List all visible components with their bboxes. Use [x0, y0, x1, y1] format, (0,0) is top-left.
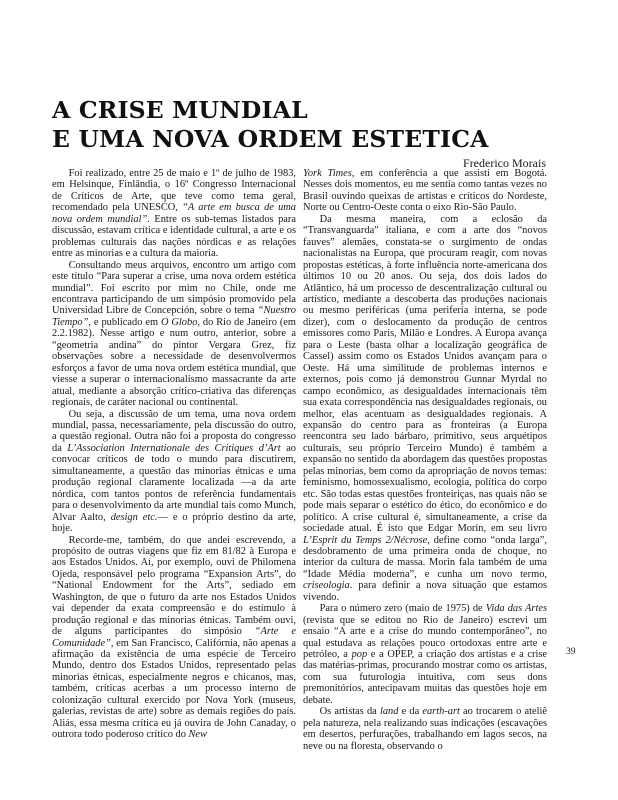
- paragraph: Os artistas da land e da earth-art ao trocarem o ateliê pela natureza, nela realizando suas indicações (escavações em desertos, perfurações, trabalhando em lagos secos, na neve ou na floresta, observando o: [303, 706, 547, 752]
- paragraph: Foi realizado, entre 25 de maio e 1º de julho de 1983, em Helsinque, Finlândia, o 16º Congresso Internacional de Críticos de Arte, que teve como tema geral, recomendado pela UNESCO, “A arte em busca de uma nova ordem mundial”. Entre os sub-temas listados para discussão, estavam crítica e identidade cultural, a arte e os problemas culturais das nações nórdicas e as relações entre as minorias e a cultura da maioria.: [52, 168, 296, 260]
- left-column: [52, 168, 296, 741]
- paragraph: Da mesma maneira, com a eclosão da “Transvanguarda” italiana, e com a arte dos “novos fauves” alemães, constata-se o surgimento de ondas nacionalistas na Europa, que procuram reagir, com novas propostas estéticas, à forte influência norte-americana dos últimos 10 ou 20 anos. Ou seja, dos dois lados do Atlântico, há um processo de descentralização cultural ou artístico, mediante a descoberta das produções nacionais ou mesmo periféricas (uma periferia interna, se pode dizer), com o deslocamento da produção de centros emissores como Paris, Milão e Londres. A Europa avança para o Leste (basta olhar a localização geográfica de Cassel) assim como os Estados Unidos avançam para o Oeste. Há uma similitude de problemas internos e externos, pois como já demonstrou Gunnar Myrdal no campo econômico, as desigualdades internacionais têm sua exata correspondência nas desigualdades regionais, ou melhor, elas acentuam as desigualdades regionais. A expansão do centro para as fronteiras (a Europa reencontra seu lado bárbaro, primitivo, seus arquétipos culturais, seu próprio Terceiro Mundo) é também a expansão no sentido da abordagem das questões propostas pelas minorias, bem como da apropriação de novos temas: feminismo, homossexualismo, ecologia, política do corpo etc. São todas estas questões fronteiriças, nas quais não se pode mais separar o estético do ético, do econômico e do político. A crise cultural é, simultaneamente, a crise da sociedade atual. É isto que Edgar Morin, em seu livro L’Esprit du Temps 2/Nécrose, define como “onda larga”, desdobramento de uma primeira onda de choque, no interior da cultura de massa. Morin fala também de uma “Idade Média moderna”, e cunha um novo termo, criseologia. para definir a nova situação que estamos vivendo.: [303, 213, 547, 603]
- article-title: [52, 96, 552, 154]
- page-number: 39: [566, 647, 576, 657]
- right-column: [303, 168, 547, 752]
- paragraph: York Times, em conferência a que assisti em Bogotá. Nesses dois momentos, eu me sentia como tantas vezes no Brasil ouvindo queixas de artistas e críticos do Nordeste, Norte ou Centro-Oeste conta o eixo Rio-São Paulo.: [303, 168, 547, 214]
- author-name: Frederico Morais: [463, 156, 546, 170]
- article-title-line-1: A CRISE MUNDIAL: [52, 96, 308, 124]
- paragraph: Ou seja, a discussão de um tema, uma nova ordem mundial, passa, necessariamente, pela discussão do outro, a questão regional. Outra não foi a proposta do congresso da L’Association Internationale des Critiques d’Art ao convocar críticos de todo o mundo para discutirem, simultaneamente, a questão das minorias étnicas e uma produção regional claramente localizada —a da arte nórdica, com tantos pontos de referência fundamentais para o desenvolvimento da arte mundial tais como Munch, Alvar Aalto, design etc.— e o próprio destino da arte, hoje.: [52, 408, 296, 535]
- paragraph: Consultando meus arquivos, encontro um artigo com este título “Para superar a crise, uma nova ordem estética mundial”. Foi escrito por mim no Chile, onde me encontrava participando de um simpósio promovido pela Universidad Libre de Concepción, sobre o tema “Nuestro Tiempo”, e publicado em O Globo, do Rio de Janeiro (em 2.2.1982). Nesse artigo e num outro, anterior, sobre a “geometria andina” do pintor Vergara Grez, fiz observações sobre a necessidade de desenvolvermos esforços a favor de uma nova ordem estética mundial, que viesse a superar o internacionalismo massacrante da arte atual, mediante a absorção crítico-criativa das diferenças regionais, de caráter nacional ou continental.: [52, 259, 296, 409]
- paragraph: Para o número zero (maio de 1975) de Vida das Artes (revista que se editou no Rio de Janeiro) escrevi um ensaio “A arte e a crise do mundo contemporâneo”, no qual estudava as relações pouco ortodoxas entre arte e petróleo, a pop e a OPEP, a criação dos artistas e a crise das matérias-primas, procurando mostrar como os artistas, com sua futurologia intuitiva, com seus dons premonitórios, antecipavam muitas das questões hoje em debate.: [303, 603, 548, 706]
- article-title-line-2: E UMA NOVA ORDEM ESTETICA: [52, 125, 489, 153]
- paragraph: Recorde-me, também, do que andei escrevendo, a propósito de outras viagens que fiz em 81/82 à Europa e aos Estados Unidos. Aí, por exemplo, ouvi de Philomena Ojeda, responsável pelo programa “Expansion Arts”, do “National Endowment for the Arts”, sediado em Washington, de que o futuro da arte nos Estados Unidos vai depender da exata compreensão e do estímulo à produção regional e das minorias étnicas. Também ouvi, de alguns participantes do simpósio “Arte e Comunidade”, em San Francisco, Califórnia, não apenas a afirmação da existência de uma espécie de Terceiro Mundo, dentro dos Estados Unidos, representado pelas minorias étnicas, especialmente negros e chicanos, mas, também, críticas acerbas a um processo interno de colonização cultural exercido por Nova York (museus, galerias, revistas de arte) sobre as demais regiões do país. Aliás, essa mesma crítica eu já ouvira de John Canaday, o outrora todo poderoso crítico do New: [52, 534, 296, 741]
